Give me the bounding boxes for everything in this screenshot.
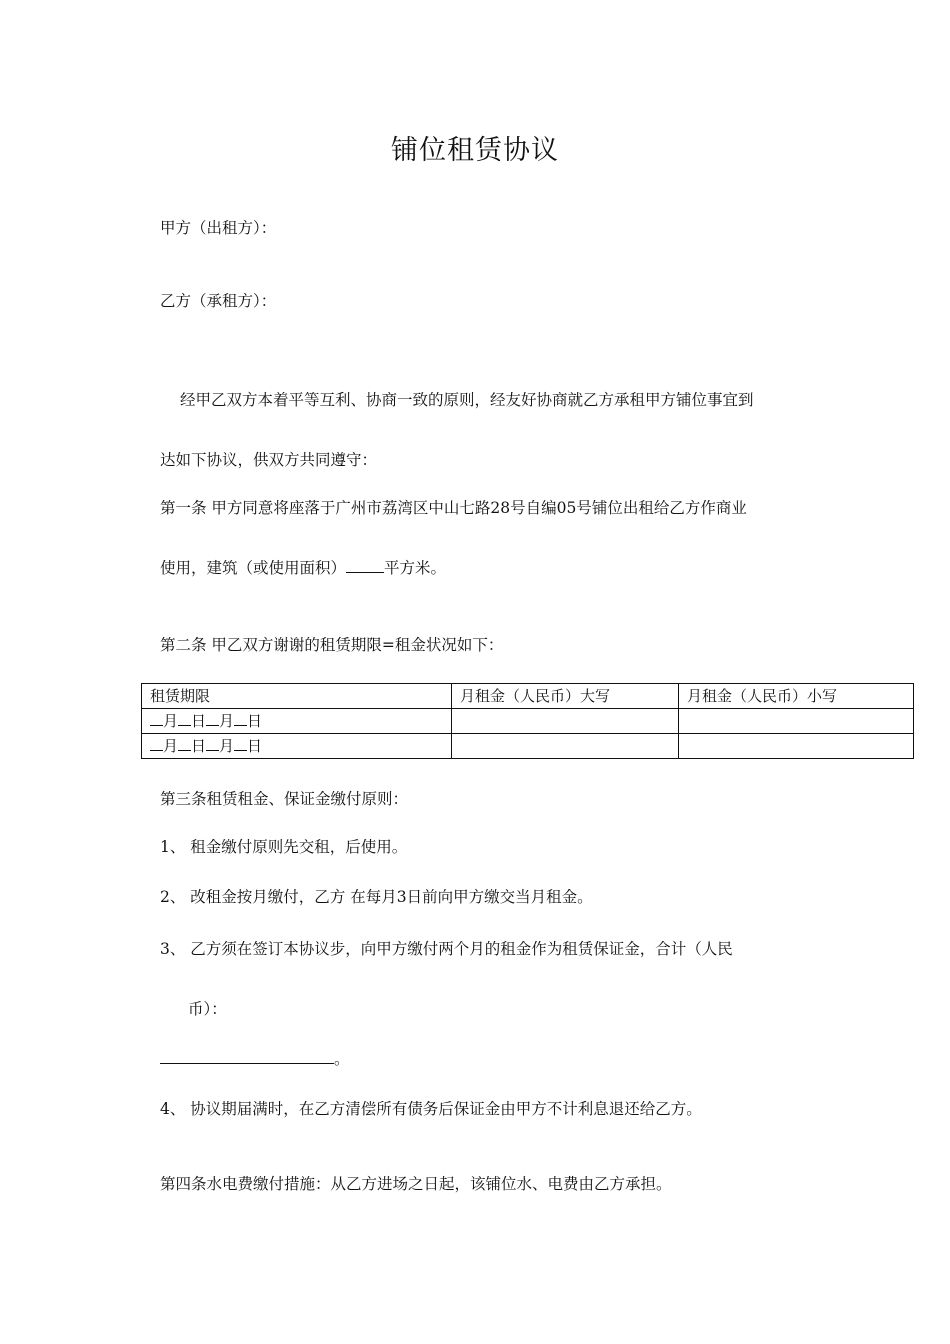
deposit-end-mark: 。 — [334, 1050, 350, 1068]
lease-period-cell — [142, 734, 452, 759]
rent-upper-cell — [452, 709, 679, 734]
lease-period-cell — [142, 709, 452, 734]
article-3-item-2: 2、 改租金按月缴付，乙方 在每月3日前向甲方缴交当月租金。 — [160, 888, 593, 906]
article-3-item-3-line1: 3、 乙方须在签订本协议步，向甲方缴付两个月的租金作为租赁保证金，合计（人民 — [160, 940, 733, 958]
blank-line — [150, 736, 163, 751]
blank-line — [178, 736, 191, 751]
article-3-item-3-line2: 币）： — [188, 1000, 227, 1018]
month-label: 月 — [219, 737, 235, 755]
day-label: 日 — [247, 712, 263, 730]
article-1-line1: 第一条 甲方同意将座落于广州市荔湾区中山七路28号自编05号铺位出租给乙方作商业 — [160, 499, 747, 517]
table-header-cell: 月租金（人民币）小写 — [679, 684, 914, 709]
blank-line — [206, 736, 219, 751]
article-3-item-4: 4、 协议期届满时，在乙方清偿所有债务后保证金由甲方不计利息退还给乙方。 — [160, 1100, 702, 1118]
day-label: 日 — [191, 737, 207, 755]
blank-line — [206, 711, 219, 726]
deposit-amount-line — [160, 1048, 350, 1070]
rent-table — [141, 683, 914, 759]
article-2-heading: 第二条 甲乙双方谢谢的租赁期限=租金状况如下： — [160, 636, 504, 654]
blank-line — [234, 711, 247, 726]
month-label: 月 — [163, 712, 179, 730]
deposit-blank-line — [160, 1049, 334, 1064]
table-header-row — [142, 684, 914, 709]
rent-lower-cell — [679, 709, 914, 734]
article-1-line2 — [160, 557, 446, 579]
rent-upper-cell — [452, 734, 679, 759]
article-1-area-prefix: 使用，建筑（或使用面积） — [160, 559, 347, 577]
month-label: 月 — [163, 737, 179, 755]
party-a-label: 甲方（出租方）： — [160, 219, 277, 237]
blank-line — [234, 736, 247, 751]
day-label: 日 — [191, 712, 207, 730]
intro-paragraph-line2: 达如下协议，供双方共同遵守： — [160, 451, 378, 469]
table-header-cell: 月租金（人民币）大写 — [452, 684, 679, 709]
blank-line — [150, 711, 163, 726]
intro-paragraph-line1: 经甲乙双方本着平等互利、协商一致的原则，经友好协商就乙方承租甲方铺位事宜到 — [180, 391, 754, 409]
article-1-area-suffix: 平方米。 — [384, 559, 447, 577]
party-b-label: 乙方（承租方）： — [160, 292, 277, 310]
table-header-cell: 租赁期限 — [142, 684, 452, 709]
document-title: 铺位租赁协议 — [391, 135, 559, 166]
day-label: 日 — [247, 737, 263, 755]
table-row — [142, 709, 914, 734]
blank-line — [178, 711, 191, 726]
article-3-item-1: 1、 租金缴付原则先交租，后使用。 — [160, 838, 408, 856]
article-4: 第四条水电费缴付措施：从乙方进场之日起，该铺位水、电费由乙方承担。 — [160, 1175, 672, 1193]
rent-lower-cell — [679, 734, 914, 759]
table-row — [142, 734, 914, 759]
month-label: 月 — [219, 712, 235, 730]
article-3-heading: 第三条租赁租金、保证金缴付原则： — [160, 790, 409, 808]
area-blank-line — [346, 558, 384, 573]
